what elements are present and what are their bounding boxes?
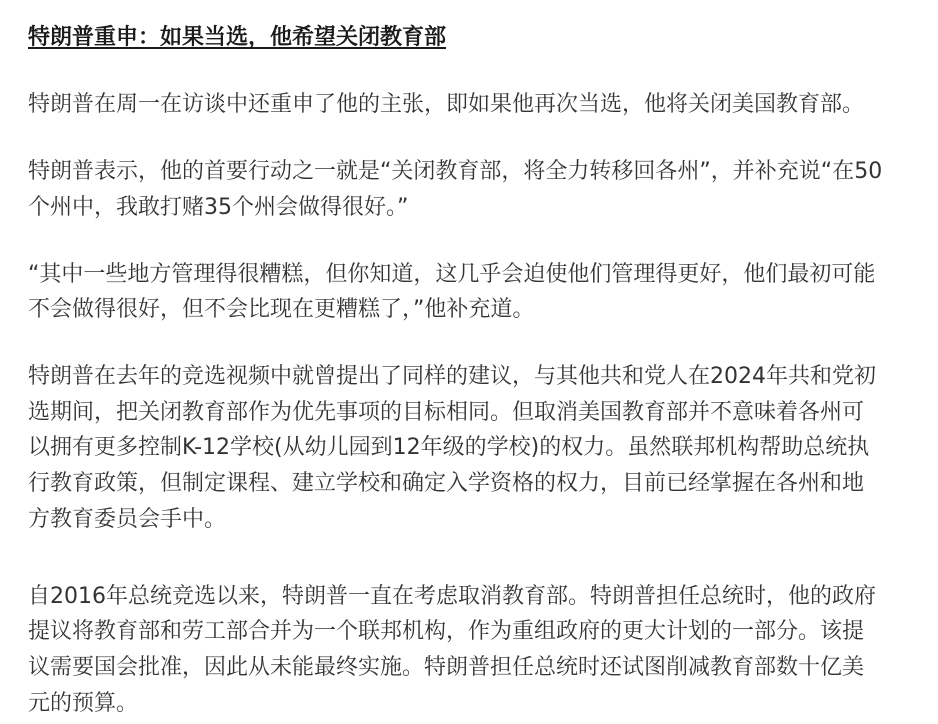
paragraph-1 bbox=[28, 87, 918, 123]
article-headline bbox=[28, 20, 918, 56]
paragraph-line: 提议将教育部和劳工部合并为一个联邦机构，作为重组政府的更大计划的一部分。该提 bbox=[28, 619, 865, 645]
paragraph-line: 特朗普在周一在访谈中还重申了他的主张，即如果他再次当选，他将关闭美国教育部。 bbox=[28, 91, 865, 117]
paragraph-2 bbox=[28, 154, 918, 225]
paragraph-line: 特朗普在去年的竞选视频中就曾提出了同样的建议，与其他共和党人在2024年共和党初 bbox=[28, 364, 876, 390]
paragraph-line: 不会做得很好，但不会比现在更糟糕了，”他补充道。 bbox=[28, 297, 535, 323]
paragraph-line: 方教育委员会手中。 bbox=[28, 506, 227, 532]
paragraph-line: 选期间，把关闭教育部作为优先事项的目标相同。但取消美国教育部并不意味着各州可 bbox=[28, 399, 865, 425]
paragraph-line: 自2016年总统竞选以来，特朗普一直在考虑取消教育部。特朗普担任总统时，他的政府 bbox=[28, 583, 876, 609]
paragraph-line: 议需要国会批准，因此从未能最终实施。特朗普担任总统时还试图削减教育部数十亿美 bbox=[28, 655, 865, 681]
paragraph-5 bbox=[28, 579, 918, 721]
paragraph-line: 元的预算。 bbox=[28, 690, 139, 716]
headline-text: 特朗普重申：如果当选，他希望关闭教育部 bbox=[28, 25, 447, 50]
paragraph-line: 行教育政策，但制定课程、建立学校和确定入学资格的权力，目前已经掌握在各州和地 bbox=[28, 470, 865, 496]
paragraph-line: 以拥有更多控制K-12学校(从幼儿园到12年级的学校)的权力。虽然联邦机构帮助总统执 bbox=[28, 435, 870, 461]
paragraph-line: 个州中，我敢打赌35个州会做得很好。” bbox=[28, 194, 409, 220]
paragraph-3 bbox=[28, 257, 918, 328]
paragraph-line: 特朗普表示，他的首要行动之一就是“关闭教育部，将全力转移回各州”，并补充说“在50 bbox=[28, 158, 883, 184]
paragraph-line: “其中一些地方管理得很糟糕，但你知道，这几乎会迫使他们管理得更好，他们最初可能 bbox=[28, 261, 876, 287]
paragraph-4 bbox=[28, 359, 918, 537]
